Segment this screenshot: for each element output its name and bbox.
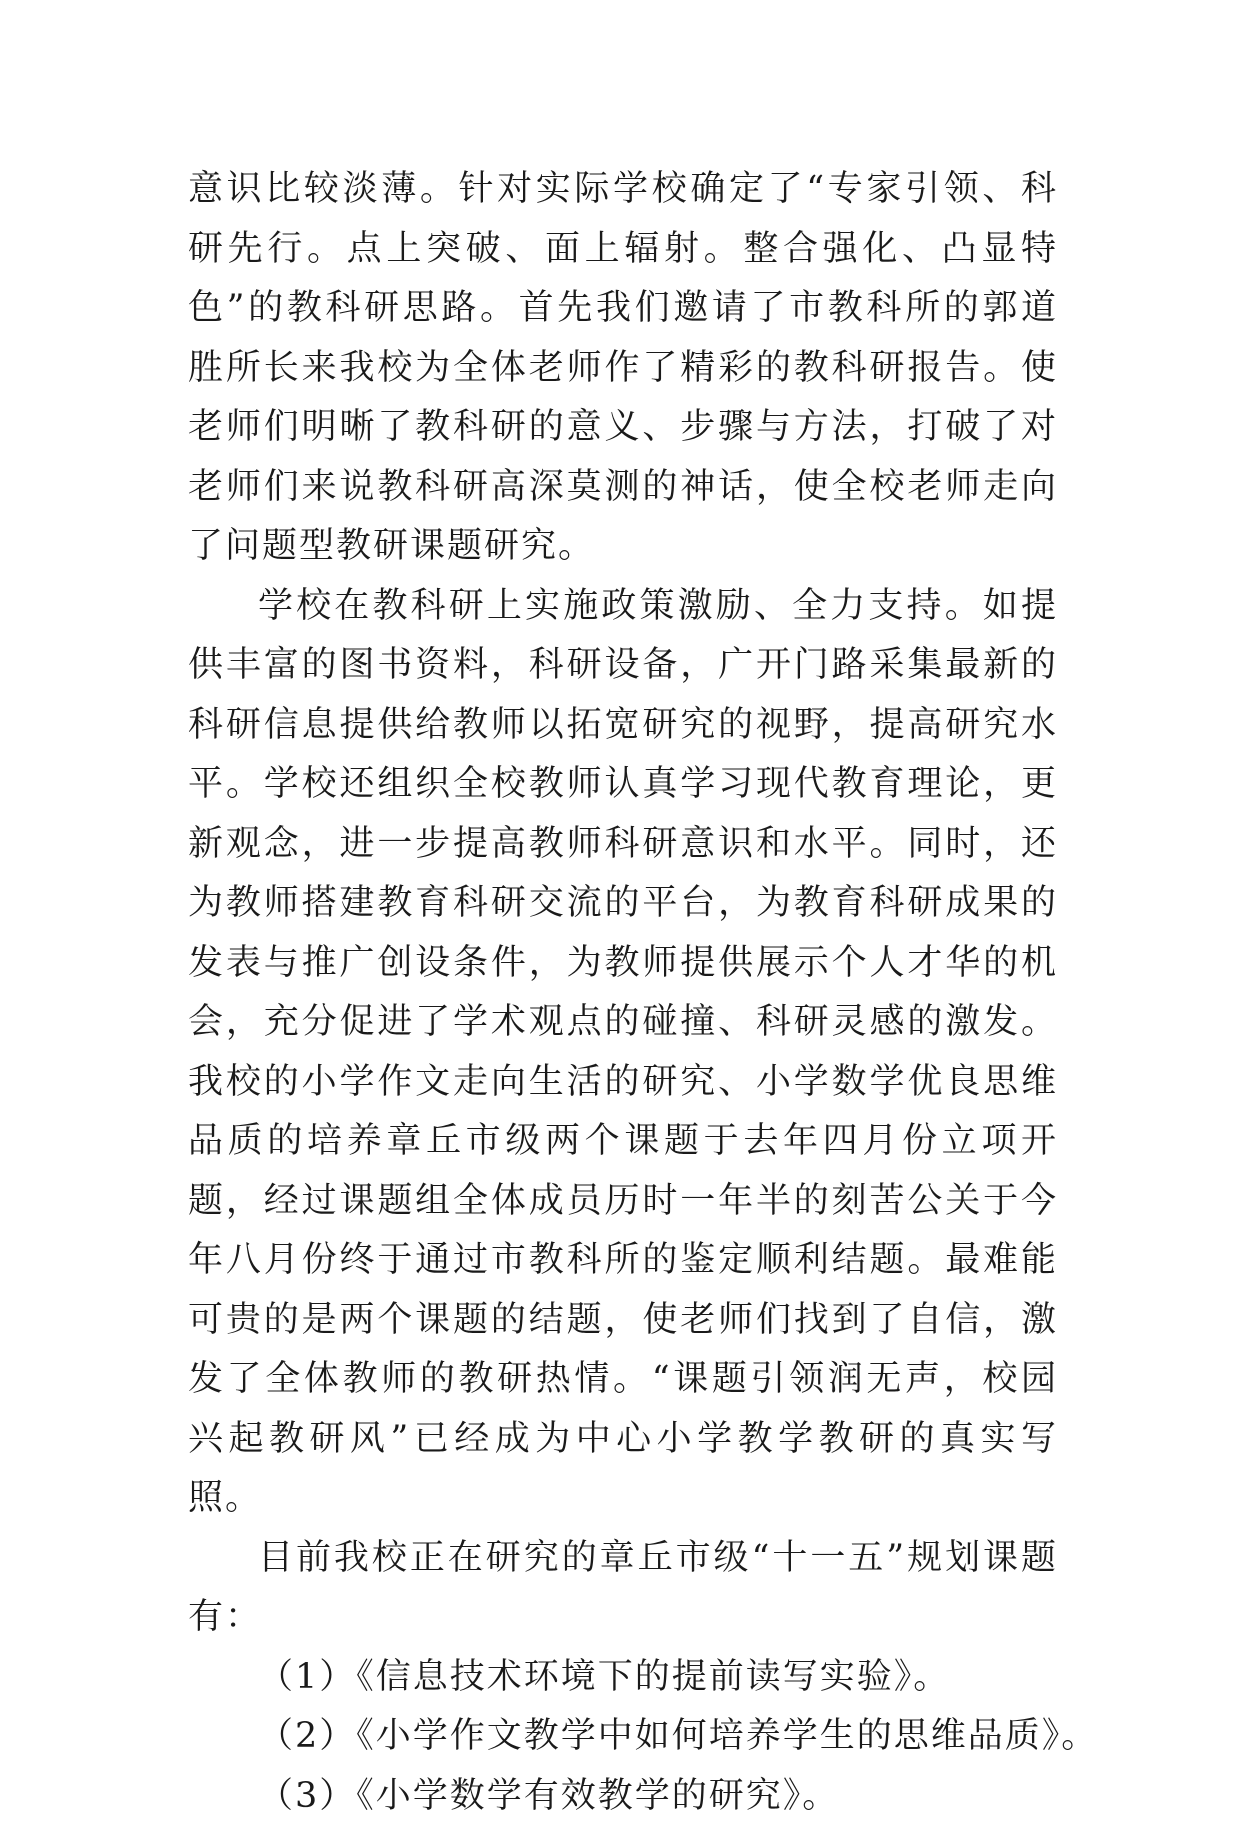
list-item-project-3: （3）《小学数学有效教学的研究》。 <box>188 1767 1058 1826</box>
paragraph-research-support: 学校在教科研上实施政策激励、全力支持。如提供丰富的图书资料，科研设备，广开门路采集最新的科研信息提供给教师以拓宽研究的视野，提高研究水平。学校还组织全校教师认真学习现代教育理论，更新观念，进一步提高教师科研意识和水平。同时，还为教师搭建教育科研交流的平台，为教育科研成果的发表与推广创设条件，为教师提供展示个人才华的机会，充分促进了学术观点的碰撞、科研灵感的激发。我校的小学作文走向生活的研究、小学数学优良思维品质的培养章丘市级两个课题于去年四月份立项开题，经过课题组全体成员历时一年半的刻苦公关于今年八月份终于通过市教科所的鉴定顺利结题。最难能可贵的是两个课题的结题，使老师们找到了自信，激发了全体教师的教研热情。“课题引领润无声，校园兴起教研风”已经成为中心小学教学教研的真实写照。 <box>188 577 1058 1529</box>
paragraph-current-projects: 目前我校正在研究的章丘市级“十一五”规划课题有： <box>188 1529 1058 1648</box>
list-item-project-2: （2）《小学作文教学中如何培养学生的思维品质》。 <box>188 1707 1058 1767</box>
paragraph-continuation: 意识比较淡薄。针对实际学校确定了“专家引领、科研先行。点上突破、面上辐射。整合强化、凸显特色”的教科研思路。首先我们邀请了市教科所的郭道胜所长来我校为全体老师作了精彩的教科研报告。使老师们明晰了教科研的意义、步骤与方法，打破了对老师们来说教科研高深莫测的神话，使全校老师走向了问题型教研课题研究。 <box>188 160 1058 577</box>
document-body <box>188 160 1058 1826</box>
list-item-project-1: （1）《信息技术环境下的提前读写实验》。 <box>188 1648 1058 1708</box>
